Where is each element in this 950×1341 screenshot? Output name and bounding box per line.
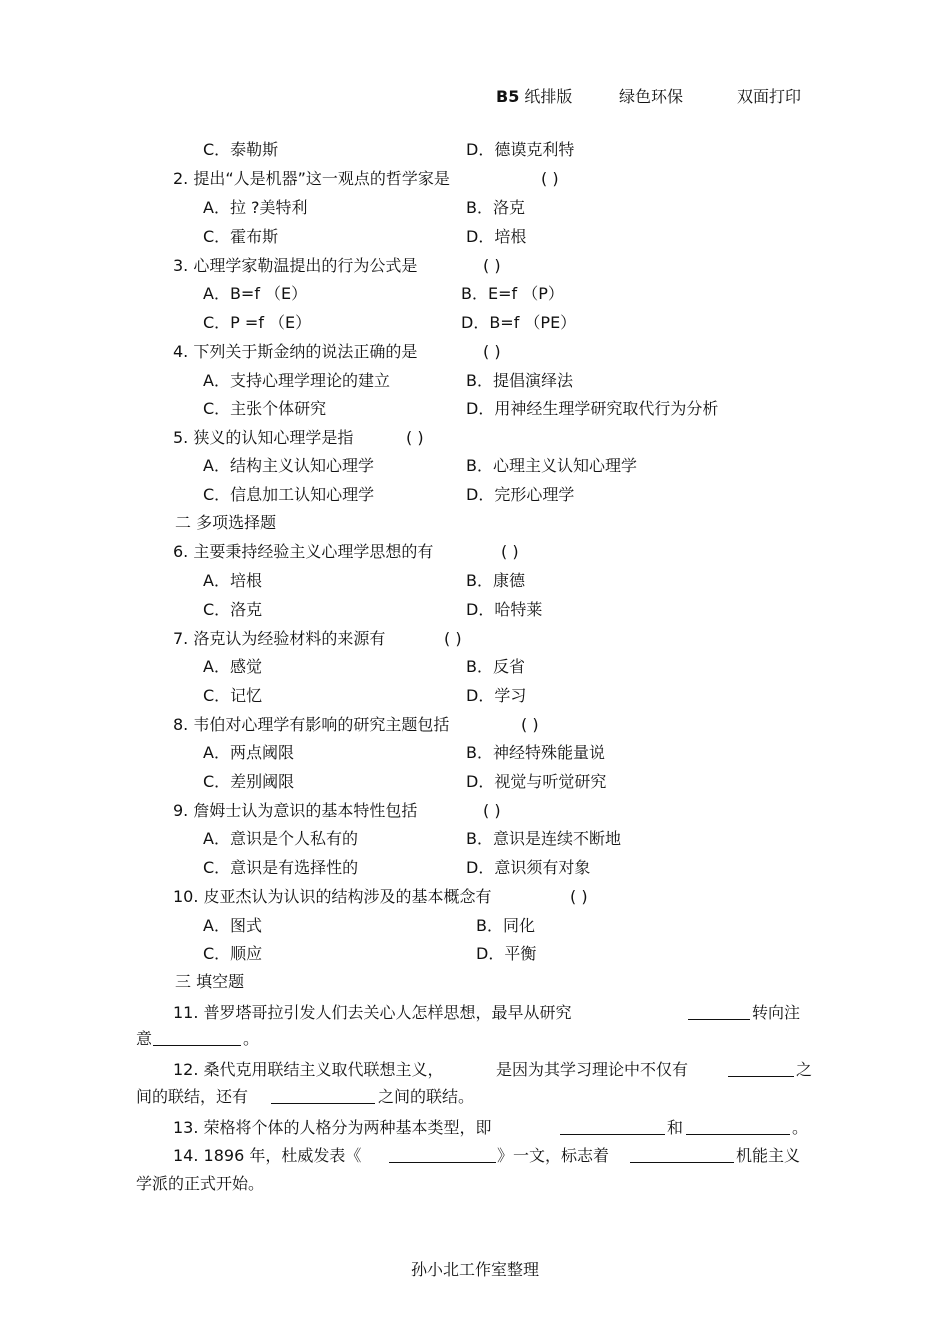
q12-text-4: 间的联结，还有 <box>136 1087 249 1106</box>
q10-stem: 10. 皮亚杰认为认识的结构涉及的基本概念有 <box>173 887 492 906</box>
q9-option-b: B．意识是连续不断地 <box>466 829 621 848</box>
header-duplex: 双面打印 <box>737 87 802 106</box>
q2-option-c: C．霍布斯 <box>203 227 279 246</box>
q7-stem: 7. 洛克认为经验材料的来源有 <box>173 629 386 648</box>
q5-option-d: D．完形心理学 <box>466 485 575 504</box>
q8-option-d: D．视觉与听觉研究 <box>466 772 607 791</box>
q11-text-2: 转向注 <box>752 1003 801 1022</box>
q5-paren: ( ) <box>406 428 424 447</box>
q10-option-d: D．平衡 <box>476 944 537 963</box>
q7-paren: ( ) <box>444 629 462 648</box>
q9-option-a: A．意识是个人私有的 <box>203 829 358 848</box>
q7-option-c: C．记忆 <box>203 686 263 705</box>
q8-option-a: A．两点阈限 <box>203 743 294 762</box>
q6-paren: ( ) <box>501 542 519 561</box>
q12-blank-2[interactable] <box>271 1087 375 1109</box>
q6-option-d: D．哈特莱 <box>466 600 543 619</box>
q14-text-2: 》一文，标志着 <box>497 1146 610 1165</box>
q4-option-c: C．主张个体研究 <box>203 399 327 418</box>
q3-stem: 3. 心理学家勒温提出的行为公式是 <box>173 256 418 275</box>
q7-option-b: B．反省 <box>466 657 525 676</box>
q13-blank-1[interactable] <box>560 1118 665 1140</box>
q1-option-c: C．泰勒斯 <box>203 140 279 159</box>
q11-text-4: 。 <box>243 1029 260 1048</box>
footer-credit: 孙小北工作室整理 <box>410 1260 539 1279</box>
q6-option-c: C．洛克 <box>203 600 263 619</box>
q14-text-3: 机能主义 <box>736 1146 801 1165</box>
q12-text-1: 12. 桑代克用联结主义取代联想主义， <box>173 1060 444 1079</box>
q7-option-a: A．感觉 <box>203 657 262 676</box>
q13-text-3: 。 <box>792 1118 809 1137</box>
q9-paren: ( ) <box>483 801 501 820</box>
q4-option-b: B．提倡演绎法 <box>466 371 573 390</box>
q13-blank-2[interactable] <box>686 1118 790 1140</box>
q10-option-a: A．图式 <box>203 916 262 935</box>
q3-option-a: A．B=f （E） <box>203 284 308 303</box>
q14-text-1: 14. 1896 年，杜威发表《 <box>173 1146 362 1165</box>
q10-option-c: C．顺应 <box>203 944 263 963</box>
q9-option-d: D．意识须有对象 <box>466 858 591 877</box>
q12-blank-1[interactable] <box>728 1060 794 1082</box>
q11-text-3: 意 <box>136 1029 153 1048</box>
q2-paren: ( ) <box>541 169 559 188</box>
q11-blank-1[interactable] <box>688 1003 750 1025</box>
q8-stem: 8. 韦伯对心理学有影响的研究主题包括 <box>173 715 450 734</box>
q2-option-b: B．洛克 <box>466 198 525 217</box>
q8-paren: ( ) <box>521 715 539 734</box>
q3-option-d: D．B=f （PE） <box>461 313 577 332</box>
q4-option-a: A．支持心理学理论的建立 <box>203 371 390 390</box>
q8-option-b: B．神经特殊能量说 <box>466 743 605 762</box>
q13-text-2: 和 <box>667 1118 684 1137</box>
q12-text-2: 是因为其学习理论中不仅有 <box>496 1060 689 1079</box>
q1-option-d: D．德谟克利特 <box>466 140 575 159</box>
header-b5: B5 纸排版 <box>496 87 573 106</box>
q2-option-d: D．培根 <box>466 227 527 246</box>
q7-option-d: D．学习 <box>466 686 527 705</box>
q6-stem: 6. 主要秉持经验主义心理学思想的有 <box>173 542 434 561</box>
q14-text-4: 学派的正式开始。 <box>136 1174 265 1193</box>
q12-text-3: 之 <box>796 1060 813 1079</box>
q5-stem: 5. 狭义的认知心理学是指 <box>173 428 354 447</box>
q11-text-1: 11. 普罗塔哥拉引发人们去关心人怎样思想，最早从研究 <box>173 1003 572 1022</box>
q3-option-b: B．E=f （P） <box>461 284 564 303</box>
section-multiple-choice-heading: 二 多项选择题 <box>175 513 277 532</box>
q5-option-b: B．心理主义认知心理学 <box>466 456 637 475</box>
q13-text-1: 13. 荣格将个体的人格分为两种基本类型，即 <box>173 1118 492 1137</box>
q10-paren: ( ) <box>570 887 588 906</box>
q3-option-c: C．P =f （E） <box>203 313 312 332</box>
q6-option-b: B．康德 <box>466 571 525 590</box>
q9-option-c: C．意识是有选择性的 <box>203 858 359 877</box>
q6-option-a: A．培根 <box>203 571 262 590</box>
q2-option-a: A．拉 ?美特利 <box>203 198 308 217</box>
q4-paren: ( ) <box>483 342 501 361</box>
q14-blank-1[interactable] <box>389 1146 496 1168</box>
q4-stem: 4. 下列关于斯金纳的说法正确的是 <box>173 342 418 361</box>
q10-option-b: B．同化 <box>476 916 535 935</box>
q5-option-a: A．结构主义认知心理学 <box>203 456 374 475</box>
section-fill-in-heading: 三 填空题 <box>175 972 245 991</box>
q4-option-d: D．用神经生理学研究取代行为分析 <box>466 399 719 418</box>
q14-blank-2[interactable] <box>630 1146 734 1168</box>
q2-stem: 2. 提出“人是机器”这一观点的哲学家是 <box>173 169 450 188</box>
q5-option-c: C．信息加工认知心理学 <box>203 485 375 504</box>
q3-paren: ( ) <box>483 256 501 275</box>
q12-text-5: 之间的联结。 <box>378 1087 475 1106</box>
q11-blank-2[interactable] <box>153 1029 241 1051</box>
q9-stem: 9. 詹姆士认为意识的基本特性包括 <box>173 801 418 820</box>
q8-option-c: C．差别阈限 <box>203 772 295 791</box>
header-green: 绿色环保 <box>619 87 684 106</box>
